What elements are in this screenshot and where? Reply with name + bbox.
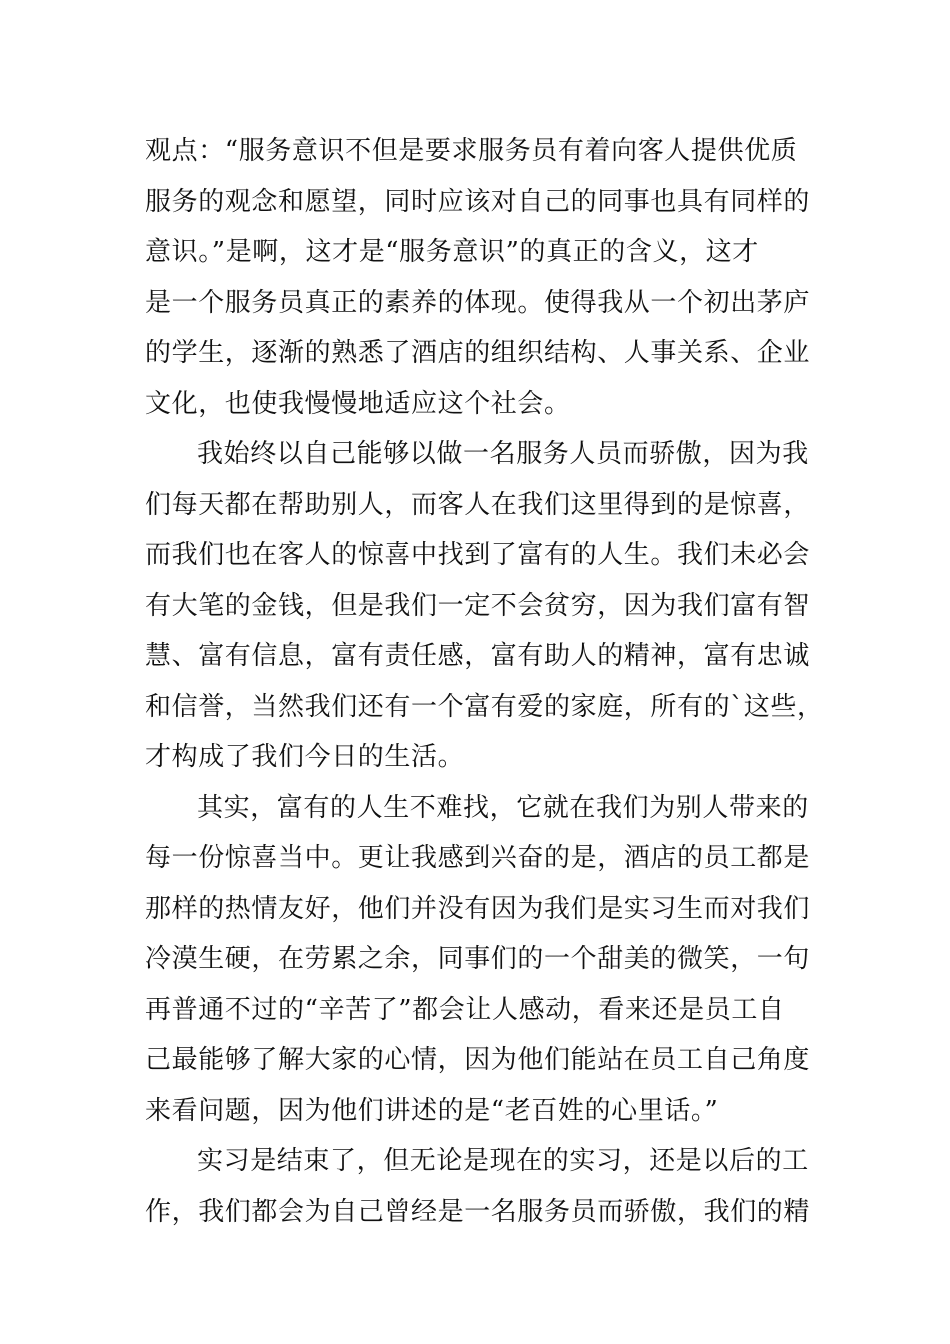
text-line: 冷漠生硬，在劳累之余，同事们的一个甜美的微笑，一句 — [145, 944, 811, 974]
text-line: 再普通不过的“辛苦了”都会让人感动，看来还是员工自 — [145, 994, 785, 1025]
document-body — [145, 126, 824, 1237]
paragraph-first-line: 其实，富有的人生不难找，它就在我们为别人带来的 — [197, 792, 809, 823]
text-line: 那样的热情友好，他们并没有因为我们是实习生而对我们 — [145, 893, 811, 924]
text-line: 慧、富有信息，富有责任感，富有助人的精神，富有忠诚 — [145, 641, 811, 671]
text-line: 是一个服务员真正的素养的体现。使得我从一个初出茅庐 — [145, 287, 811, 318]
text-line: 意识。”是啊，这才是“服务意识”的真正的含义，这才 — [145, 237, 759, 267]
text-line: 观点：“服务意识不但是要求服务员有着向客人提供优质 — [145, 136, 798, 166]
text-line: 们每天都在帮助别人，而客人在我们这里得到的是惊喜， — [145, 489, 811, 520]
text-line: 每一份惊喜当中。更让我感到兴奋的是，酒店的员工都是 — [145, 843, 811, 873]
text-line: 作，我们都会为自己曾经是一名服务员而骄傲，我们的精 — [145, 1196, 811, 1227]
text-line: 有大笔的金钱，但是我们一定不会贫穷，因为我们富有智 — [145, 590, 811, 621]
paragraph-first-line: 实习是结束了，但无论是现在的实习，还是以后的工 — [197, 1146, 809, 1176]
text-line: 而我们也在客人的惊喜中找到了富有的人生。我们未必会 — [145, 540, 811, 570]
text-line: 文化，也使我慢慢地适应这个社会。 — [145, 388, 571, 419]
text-line: 才构成了我们今日的生活。 — [145, 742, 465, 772]
text-line: 服务的观念和愿望，同时应该对自己的同事也具有同样的 — [145, 186, 811, 217]
paragraph-first-line: 我始终以自己能够以做一名服务人员而骄傲，因为我 — [197, 439, 809, 469]
text-line: 来看问题，因为他们讲述的是“老百姓的心里话。” — [145, 1095, 719, 1126]
text-line: 的学生，逐渐的熟悉了酒店的组织结构、人事关系、企业 — [145, 338, 811, 368]
text-line: 己最能够了解大家的心情，因为他们能站在员工自己角度 — [145, 1045, 811, 1075]
text-line: 和信誉，当然我们还有一个富有爱的家庭，所有的`这些， — [145, 691, 824, 722]
